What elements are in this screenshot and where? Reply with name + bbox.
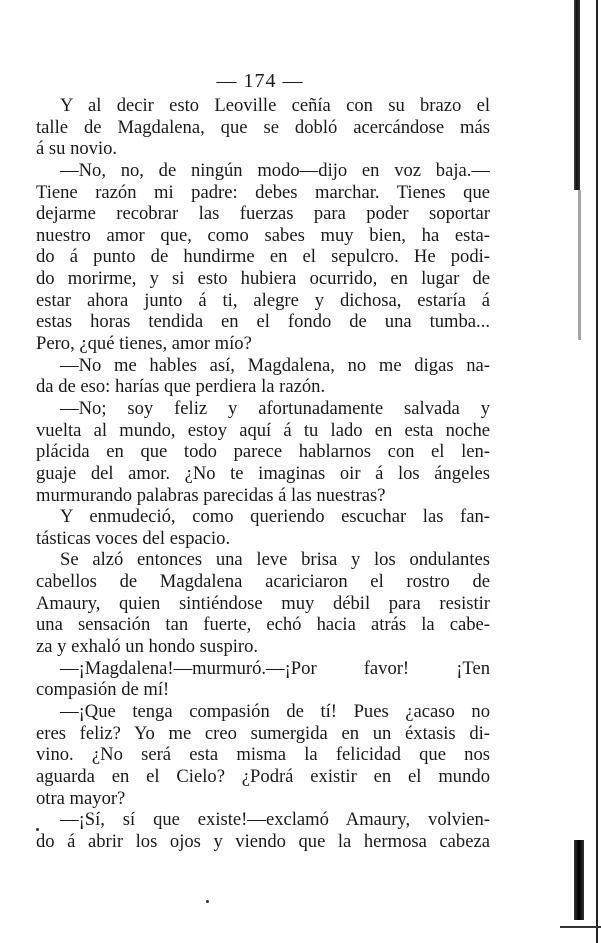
- text-line: za y exhaló un hondo suspiro.: [36, 636, 259, 658]
- text-line: compasión de mí!: [36, 679, 170, 701]
- text-line: cabellos de Magdalena acariciaron el rostro de: [36, 571, 490, 593]
- text-line: do á punto de hundirme en el sepulcro. He podi-: [36, 246, 490, 268]
- text-line: Tiene razón mi padre: debes marchar. Tienes que: [36, 181, 490, 203]
- text-line: Y enmudeció, como queriendo escuchar las fan-: [60, 506, 490, 528]
- text-line: una sensación tan fuerte, echó hacia atrás la cabe-: [36, 614, 490, 636]
- text-line: da de eso: harías que perdiera la razón.: [36, 376, 326, 398]
- body-text: [36, 95, 490, 852]
- text-line: —No me hables así, Magdalena, no me digas na-: [60, 354, 490, 376]
- binding-shadow-lower: [574, 840, 584, 920]
- text-line: —¡Magdalena!—murmuró.—¡Por favor! ¡Ten: [60, 657, 490, 679]
- text-line: —¡Que tenga compasión de tí! Pues ¿acaso no: [60, 700, 490, 722]
- text-line: Amaury, quien sintiéndose muy débil para resistir: [36, 592, 490, 614]
- text-line: talle de Magdalena, que se dobló acercándose más: [36, 116, 490, 138]
- text-line: vino. ¿No será esta misma la felicidad que nos: [36, 744, 490, 766]
- page-number: — 174 —: [216, 70, 304, 92]
- text-line: do á abrir los ojos y viendo que la hermosa cabeza: [36, 830, 490, 852]
- ink-speck: [206, 900, 209, 903]
- page-edge: [596, 0, 598, 943]
- text-line: Pero, ¿qué tienes, amor mío?: [36, 333, 252, 355]
- text-line: Se alzó entonces una leve brisa y los ondulantes: [60, 549, 490, 571]
- text-line: eres feliz? Yo me creo sumergida en un éxtasis di-: [36, 722, 490, 744]
- text-line: estas horas tendida en el fondo de una tumba...: [36, 311, 490, 333]
- text-line: tásticas voces del espacio.: [36, 527, 231, 549]
- text-line: estar ahora junto á ti, alegre y dichosa, estaría á: [36, 289, 490, 311]
- text-line: guaje del amor. ¿No te imaginas oir á los ángeles: [36, 462, 490, 484]
- text-line: murmurando palabras parecidas á las nuestras?: [36, 484, 386, 506]
- text-line: vuelta al mundo, estoy aquí á tu lado en esta noche: [36, 419, 490, 441]
- text-line: dejarme recobrar las fuerzas para poder soportar: [36, 203, 490, 225]
- page-edge-bottom: [560, 926, 601, 928]
- text-line: plácida en que todo parece hablarnos con el len-: [36, 441, 490, 463]
- ink-speck: [36, 828, 39, 831]
- binding-shadow-faint: [578, 190, 581, 340]
- text-line: —¡Sí, sí que existe!—exclamó Amaury, volvien-: [60, 809, 490, 831]
- text-line: —No; soy feliz y afortunadamente salvada y: [60, 397, 490, 419]
- text-line: nuestro amor que, como sabes muy bien, ha esta-: [36, 224, 490, 246]
- text-line: Y al decir esto Leoville ceñía con su brazo el: [60, 95, 490, 116]
- text-line: otra mayor?: [36, 787, 126, 809]
- text-line: aguarda en el Cielo? ¿Podrá existir en el mundo: [36, 765, 490, 787]
- text-line: á su novio.: [36, 138, 118, 160]
- binding-shadow: [574, 0, 580, 190]
- text-line: do morirme, y si esto hubiera ocurrido, en lugar de: [36, 268, 490, 290]
- text-line: —No, no, de ningún modo—dijo en voz baja.—: [60, 159, 490, 181]
